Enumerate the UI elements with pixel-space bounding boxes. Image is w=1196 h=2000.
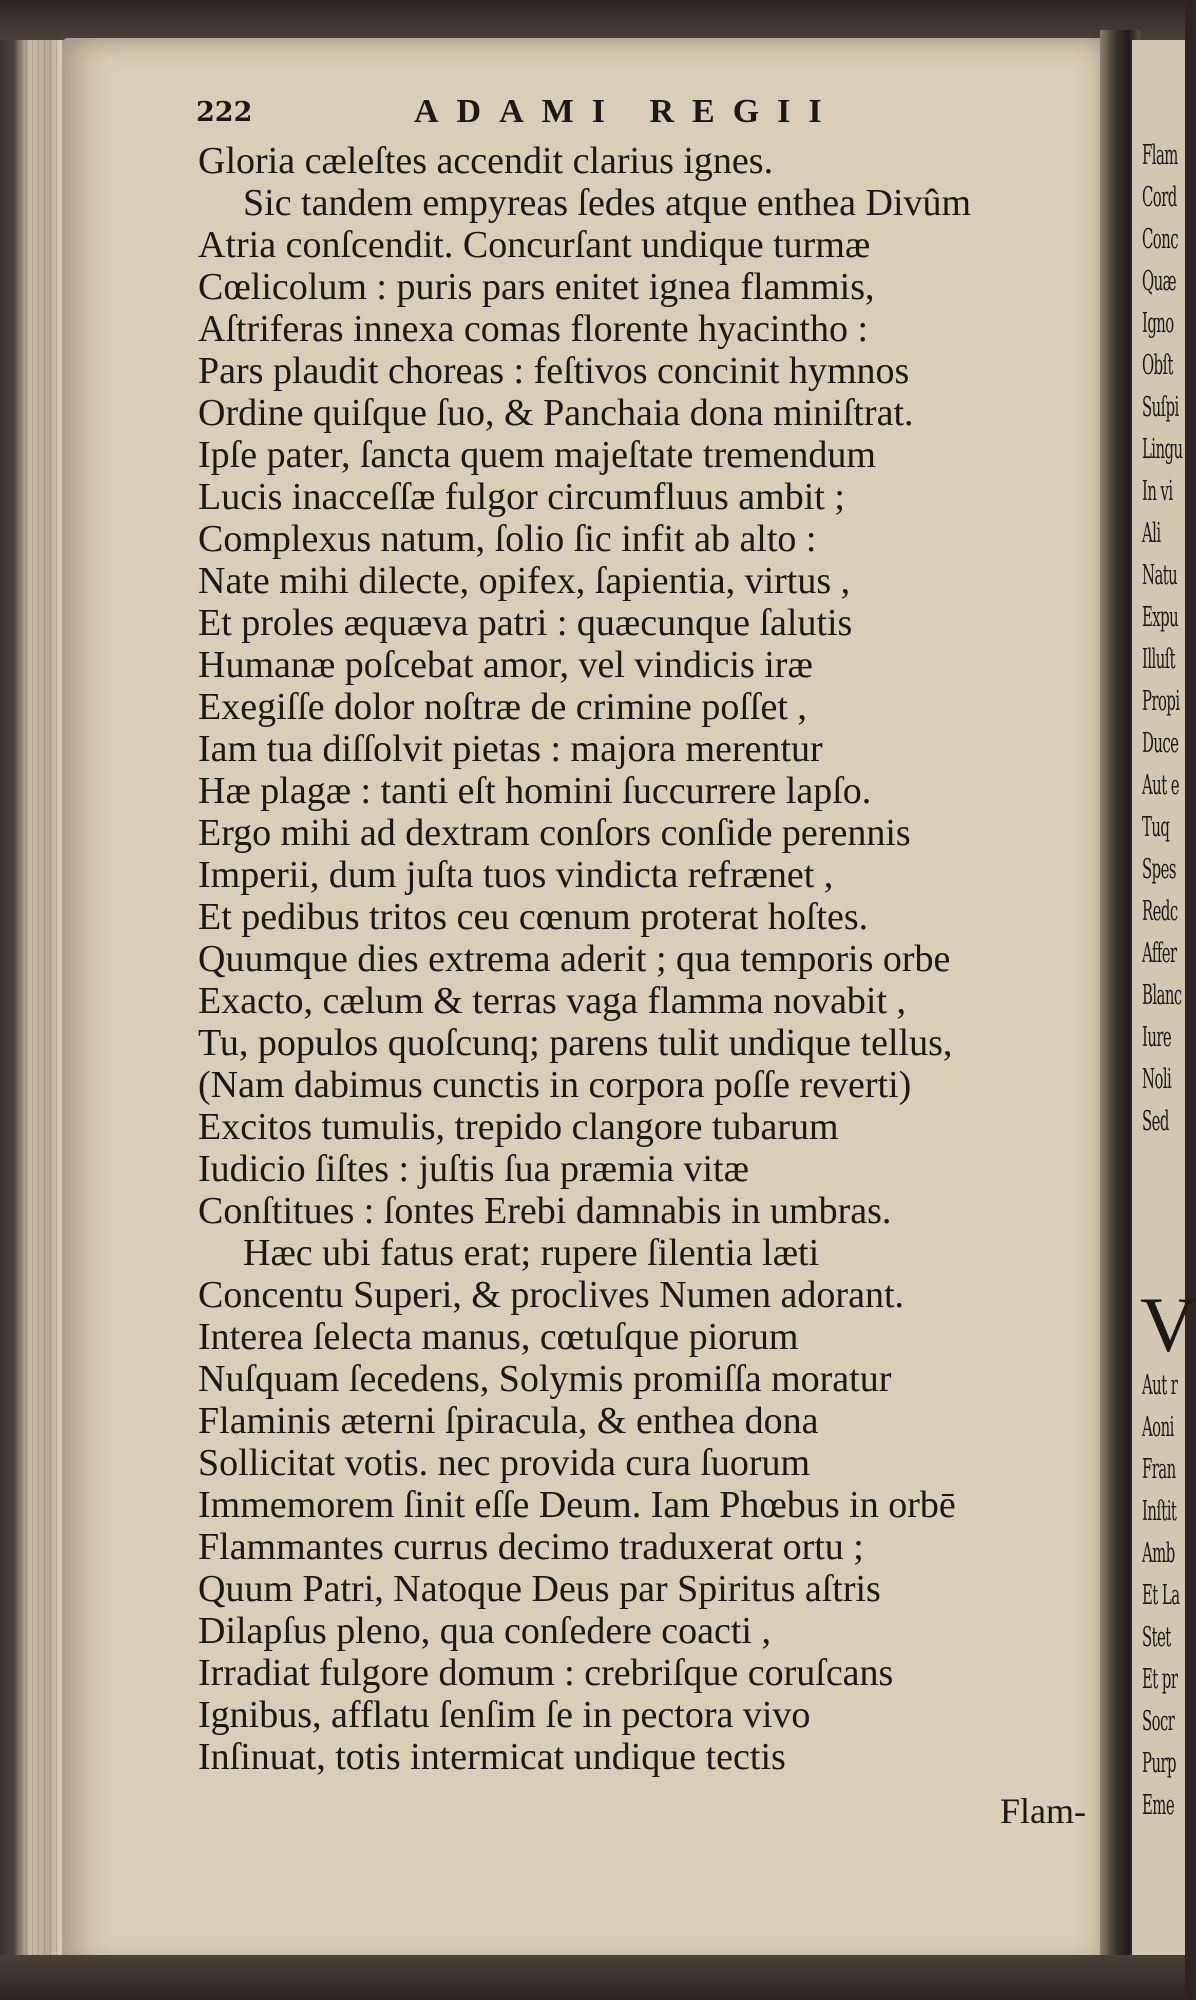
fragment-line: Aoni [1142, 1412, 1174, 1443]
text-line: Sollicitat votis. nec provida cura ſuorum [198, 1442, 811, 1484]
fragment-line: Lingu [1142, 434, 1183, 465]
text-line: Concentu Superi, & proclives Numen adorant. [198, 1274, 905, 1316]
fragment-line: Redc [1142, 896, 1178, 927]
fragment-line: Sed [1142, 1106, 1169, 1137]
text-line: Atria conſcendit. Concurſant undique turmæ [198, 224, 871, 266]
page-header [196, 95, 1076, 135]
fragment-line: Inſtit [1142, 1496, 1177, 1527]
text-line: Dilapſus pleno, qua conſedere coacti , [198, 1610, 771, 1652]
right-page-fragment [1132, 40, 1196, 1970]
text-line: Irradiat fulgore domum : crebriſque coruſcans [198, 1652, 894, 1694]
text-line: Hæc ubi fatus erat; rupere ſilentia læti [243, 1232, 820, 1274]
fragment-line: Blanc [1142, 980, 1182, 1011]
fragment-line: Tuq [1142, 812, 1170, 843]
text-line: Excitos tumulis, trepido clangore tubarum [198, 1106, 839, 1148]
text-line: Exegiſſe dolor noſtræ de crimine poſſet , [198, 686, 807, 728]
fragment-line: Flam [1142, 140, 1178, 171]
text-line: Pars plaudit choreas : feſtivos concinit hymnos [198, 350, 910, 392]
text-line: Lucis inacceſſæ fulgor circumfluus ambit ; [198, 476, 845, 518]
catchword: Flam- [1000, 1791, 1086, 1831]
text-line: Iam tua diſſolvit pietas : majora merentur [198, 728, 823, 770]
fragment-line: Aut e [1142, 770, 1180, 801]
text-line: Iudicio ſiſtes : juſtis ſua præmia vitæ [198, 1148, 749, 1190]
page-number: 222 [196, 97, 253, 128]
fragment-line: Cord [1142, 182, 1177, 213]
text-line: (Nam dabimus cunctis in corpora poſſe reverti) [198, 1064, 912, 1106]
text-line: Tu, populos quoſcunq; parens tulit undique tellus, [198, 1022, 953, 1064]
fragment-line: Fran [1142, 1454, 1176, 1485]
text-line: Inſinuat, totis intermicat undique tectis [198, 1736, 786, 1778]
fragment-line: In vi [1142, 476, 1173, 507]
text-line: Aſtriferas innexa comas florente hyacintho : [198, 308, 869, 350]
text-line: Sic tandem empyreas ſedes atque enthea Divûm [243, 182, 972, 224]
text-line: Conſtitues : ſontes Erebi damnabis in umbras. [198, 1190, 892, 1232]
fragment-line: Propi [1142, 686, 1180, 717]
fragment-line: Amb [1142, 1538, 1175, 1569]
fragment-line: Conc [1142, 224, 1178, 255]
fragment-line: Et pr [1142, 1664, 1178, 1695]
fragment-line: Quæ [1142, 266, 1177, 297]
fragment-line: Igno [1142, 308, 1174, 339]
fragment-line: Purp [1142, 1748, 1176, 1779]
fragment-line: Duce [1142, 728, 1179, 759]
fragment-line: Socr [1142, 1706, 1175, 1737]
fragment-line: Iure [1142, 1022, 1172, 1053]
text-line: Et proles æquæva patri : quæcunque ſalutis [198, 602, 853, 644]
text-line: Et pedibus tritos ceu cœnum proterat hoſtes. [198, 896, 869, 938]
text-line: Imperii, dum juſta tuos vindicta refrænet , [198, 854, 834, 896]
fragment-line: Et La [1142, 1580, 1180, 1611]
text-line: Flammantes currus decimo traduxerat ortu ; [198, 1526, 864, 1568]
fragment-line: Illuſt [1142, 644, 1176, 675]
text-line: Humanæ poſcebat amor, vel vindicis iræ [198, 644, 813, 686]
fragment-line: Stet [1142, 1622, 1171, 1653]
bottom-edge [0, 1955, 1185, 2000]
text-line: Quumque dies extrema aderit ; qua temporis orbe [198, 938, 951, 980]
text-line: Interea ſelecta manus, cœtuſque piorum [198, 1316, 799, 1358]
running-head: ADAMI REGII [414, 93, 840, 130]
fragment-line: Noli [1142, 1064, 1172, 1095]
fragment-line: Aut r [1142, 1370, 1178, 1401]
fragment-line: Expu [1142, 602, 1179, 633]
fragment-line: Natu [1142, 560, 1178, 591]
text-line: Immemorem ſinit eſſe Deum. Iam Phœbus in orbē [198, 1484, 956, 1526]
text-line: Cœlicolum : puris pars enitet ignea flammis, [198, 266, 875, 308]
fragment-line: Suſpi [1142, 392, 1179, 423]
text-line: Ordine quiſque ſuo, & Panchaia dona miniſtrat. [198, 392, 914, 434]
text-line: Gloria cæleſtes accendit clarius ignes. [198, 140, 774, 182]
text-line: Flaminis æterni ſpiracula, & enthea dona [198, 1400, 819, 1442]
text-line: Exacto, cælum & terras vaga flamma novabit , [198, 980, 907, 1022]
text-line: Complexus natum, ſolio ſic infit ab alto : [198, 518, 817, 560]
fragment-line: Eme [1142, 1790, 1175, 1821]
text-line: Ignibus, afflatu ſenſim ſe in pectora vivo [198, 1694, 811, 1736]
text-line: Nate mihi dilecte, opifex, ſapientia, virtus , [198, 560, 851, 602]
text-line: Ergo mihi ad dextram conſors conſide perennis [198, 812, 911, 854]
fragment-line: Spes [1142, 854, 1176, 885]
text-line: Hæ plagæ : tanti eſt homini ſuccurrere lapſo. [198, 770, 872, 812]
fragment-line: Affer [1142, 938, 1177, 969]
text-line: Ipſe pater, ſancta quem majeſtate tremendum [198, 434, 876, 476]
fragment-line: Obſt [1142, 350, 1173, 381]
top-edge [0, 0, 1185, 40]
fragment-line: Ali [1142, 518, 1161, 549]
text-line: Nuſquam ſecedens, Solymis promiſſa moratur [198, 1358, 892, 1400]
text-line: Quum Patri, Natoque Deus par Spiritus aſtris [198, 1568, 881, 1610]
decorative-initial: V [1140, 1281, 1196, 1368]
